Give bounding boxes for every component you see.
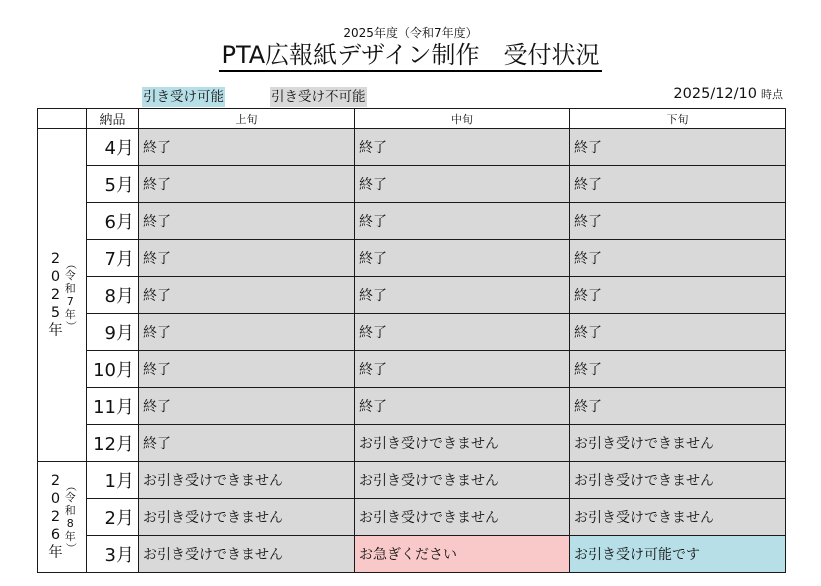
year-char: 0 bbox=[50, 491, 61, 507]
legend-unavailable bbox=[268, 87, 369, 107]
reiwa-char: 8 bbox=[66, 517, 74, 530]
year-reiwa bbox=[65, 259, 76, 331]
table-row bbox=[38, 351, 786, 388]
legend-available-label: 引き受け可能 bbox=[143, 89, 224, 105]
header-early: 上旬 bbox=[139, 109, 355, 129]
month-label: 5月 bbox=[87, 166, 139, 203]
table-row bbox=[38, 166, 786, 203]
title-text: PTA広報紙デザイン制作 受付状況 bbox=[219, 40, 601, 72]
status-cell: 終了 bbox=[139, 388, 355, 425]
timestamp-suffix: 時点 bbox=[761, 88, 783, 101]
month-label: 7月 bbox=[87, 240, 139, 277]
year-label bbox=[38, 129, 87, 462]
status-cell: 終了 bbox=[570, 314, 786, 351]
status-cell: 終了 bbox=[139, 277, 355, 314]
table-row bbox=[38, 388, 786, 425]
status-cell: 終了 bbox=[139, 425, 355, 462]
status-cell: お引き受けできません bbox=[570, 462, 786, 499]
status-cell: 終了 bbox=[355, 203, 570, 240]
status-cell: 終了 bbox=[570, 129, 786, 166]
status-cell: 終了 bbox=[355, 388, 570, 425]
timestamp-date: 2025/12/10 bbox=[673, 86, 757, 102]
status-cell: 終了 bbox=[139, 314, 355, 351]
table-row bbox=[38, 129, 786, 166]
status-cell: 終了 bbox=[355, 314, 570, 351]
status-cell: お引き受け可能です bbox=[570, 536, 786, 573]
status-cell: 終了 bbox=[570, 240, 786, 277]
status-cell: 終了 bbox=[139, 203, 355, 240]
legend-unavailable-label: 引き受け不可能 bbox=[271, 89, 366, 105]
month-label: 6月 bbox=[87, 203, 139, 240]
month-label: 2月 bbox=[87, 499, 139, 536]
status-cell: 終了 bbox=[570, 166, 786, 203]
year-char: 0 bbox=[50, 269, 61, 285]
table-header-row bbox=[38, 109, 786, 129]
status-cell: 終了 bbox=[355, 129, 570, 166]
document-subtitle: 2025年度（令和7年度） bbox=[343, 26, 478, 40]
reiwa-char: 7 bbox=[66, 295, 74, 308]
status-cell: 終了 bbox=[355, 166, 570, 203]
status-cell: お引き受けできません bbox=[355, 425, 570, 462]
status-cell: 終了 bbox=[139, 129, 355, 166]
month-label: 9月 bbox=[87, 314, 139, 351]
status-cell: 終了 bbox=[355, 277, 570, 314]
reiwa-char: 年 bbox=[64, 308, 76, 321]
status-cell: 終了 bbox=[570, 388, 786, 425]
table-row bbox=[38, 277, 786, 314]
status-cell: 終了 bbox=[139, 166, 355, 203]
table-row bbox=[38, 536, 786, 573]
status-cell: 終了 bbox=[570, 203, 786, 240]
year-reiwa bbox=[65, 481, 76, 553]
status-cell: お引き受けできません bbox=[570, 425, 786, 462]
header-late: 下旬 bbox=[570, 109, 786, 129]
year-char: 2 bbox=[50, 287, 61, 303]
year-western bbox=[48, 250, 63, 340]
month-label: 1月 bbox=[87, 462, 139, 499]
status-cell: お引き受けできません bbox=[355, 462, 570, 499]
table-row bbox=[38, 425, 786, 462]
month-label: 11月 bbox=[87, 388, 139, 425]
schedule-body bbox=[38, 129, 786, 573]
year-char: 2 bbox=[50, 509, 61, 525]
month-label: 10月 bbox=[87, 351, 139, 388]
month-label: 4月 bbox=[87, 129, 139, 166]
table-row bbox=[38, 499, 786, 536]
status-cell: お引き受けできません bbox=[355, 499, 570, 536]
year-char: 6 bbox=[50, 527, 61, 543]
timestamp bbox=[673, 86, 783, 102]
schedule-table bbox=[37, 108, 786, 573]
status-cell: お急ぎください bbox=[355, 536, 570, 573]
reiwa-char: 令 bbox=[64, 269, 76, 282]
reiwa-char: （ bbox=[64, 480, 78, 492]
status-cell: 終了 bbox=[139, 240, 355, 277]
header-delivery: 納品 bbox=[87, 109, 139, 129]
year-western bbox=[48, 472, 63, 562]
status-cell: 終了 bbox=[355, 351, 570, 388]
status-cell: お引き受けできません bbox=[139, 462, 355, 499]
year-label bbox=[38, 462, 87, 573]
reiwa-char: 和 bbox=[64, 504, 76, 517]
reiwa-char: 令 bbox=[64, 491, 76, 504]
document-title bbox=[0, 40, 821, 72]
reiwa-char: ） bbox=[64, 320, 78, 332]
month-label: 12月 bbox=[87, 425, 139, 462]
status-cell: 終了 bbox=[139, 351, 355, 388]
reiwa-char: （ bbox=[64, 258, 78, 270]
month-label: 3月 bbox=[87, 536, 139, 573]
header-corner bbox=[38, 109, 87, 129]
reiwa-char: ） bbox=[64, 542, 78, 554]
status-cell: 終了 bbox=[355, 240, 570, 277]
year-char: 5 bbox=[50, 305, 61, 321]
status-cell: お引き受けできません bbox=[139, 536, 355, 573]
status-cell: 終了 bbox=[570, 277, 786, 314]
table-row bbox=[38, 203, 786, 240]
header-middle: 中旬 bbox=[355, 109, 570, 129]
table-row bbox=[38, 462, 786, 499]
table-row bbox=[38, 314, 786, 351]
year-char: 年 bbox=[48, 545, 63, 561]
year-char: 2 bbox=[50, 251, 61, 267]
status-cell: お引き受けできません bbox=[139, 499, 355, 536]
month-label: 8月 bbox=[87, 277, 139, 314]
reiwa-char: 和 bbox=[64, 282, 76, 295]
year-char: 年 bbox=[48, 323, 63, 339]
reiwa-char: 年 bbox=[64, 530, 76, 543]
status-cell: 終了 bbox=[570, 351, 786, 388]
year-char: 2 bbox=[50, 473, 61, 489]
status-cell: お引き受けできません bbox=[570, 499, 786, 536]
table-row bbox=[38, 240, 786, 277]
legend-available bbox=[140, 87, 227, 107]
